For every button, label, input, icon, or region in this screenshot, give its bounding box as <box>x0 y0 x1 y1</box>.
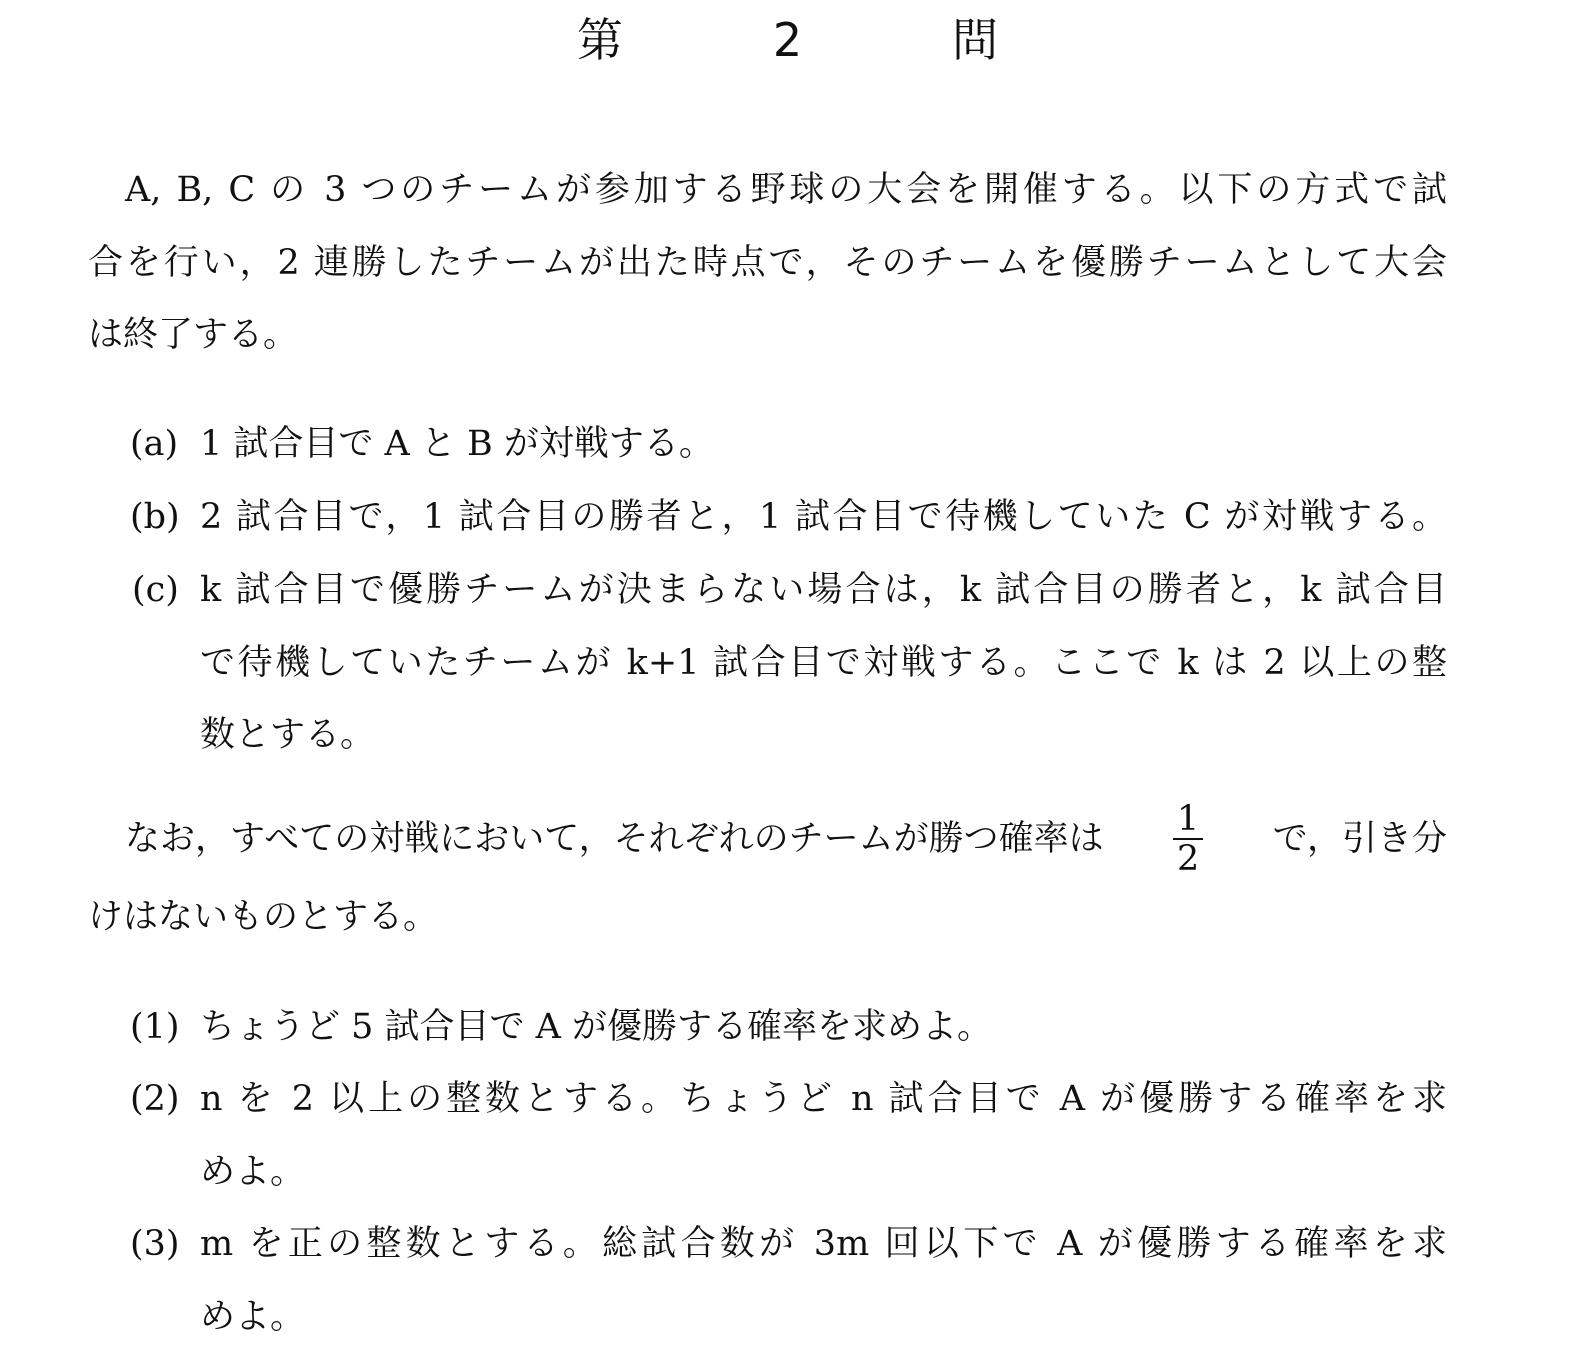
note-line <box>125 800 1447 878</box>
intro-line: A, B, C の 3 つのチームが参加する野球の大会を開催する。以下の方式で試 <box>125 170 1447 210</box>
note-text-after: で，引き分 <box>1272 819 1447 859</box>
intro-line: 合を行い，2 連勝したチームが出た時点で，そのチームを優勝チームとして大会 <box>88 243 1447 283</box>
rule-c-text: k 試合目で優勝チームが決まらない場合は，k 試合目の勝者と，k 試合目 <box>200 570 1447 610</box>
question-1-text: ちょうど 5 試合目で A が優勝する確率を求めよ。 <box>200 1007 993 1047</box>
problem-title: 第 2 問 <box>576 13 1051 67</box>
rule-c-text: で待機していたチームが k+1 試合目で対戦する。ここで k は 2 以上の整 <box>200 643 1447 683</box>
rule-label-b: (b) <box>130 497 180 537</box>
question-2-text: めよ。 <box>200 1152 306 1192</box>
question-label-3: (3) <box>130 1224 180 1264</box>
rule-a-text: 1 試合目で A と B が対戦する。 <box>200 424 714 464</box>
fraction-numerator: 1 <box>1173 800 1203 840</box>
question-3-text: m を正の整数とする。総試合数が 3m 回以下で A が優勝する確率を求 <box>200 1224 1447 1264</box>
note-line-2: けはないものとする。 <box>88 897 439 937</box>
question-label-1: (1) <box>130 1007 180 1047</box>
rule-label-a: (a) <box>130 424 179 464</box>
intro-line: は終了する。 <box>88 315 299 355</box>
question-2-text: n を 2 以上の整数とする。ちょうど n 試合目で A が優勝する確率を求 <box>200 1079 1447 1119</box>
note-text-before: なお，すべての対戦において，それぞれのチームが勝つ確率は <box>125 819 1104 859</box>
fraction-one-half <box>1173 800 1203 878</box>
rule-label-c: (c) <box>132 570 179 610</box>
fraction-denominator: 2 <box>1177 839 1200 879</box>
question-3-text: めよ。 <box>200 1297 306 1337</box>
question-label-2: (2) <box>130 1079 180 1119</box>
rule-b-text: 2 試合目で，1 試合目の勝者と，1 試合目で待機していた C が対戦する。 <box>200 497 1447 537</box>
rule-c-text: 数とする。 <box>200 715 376 755</box>
